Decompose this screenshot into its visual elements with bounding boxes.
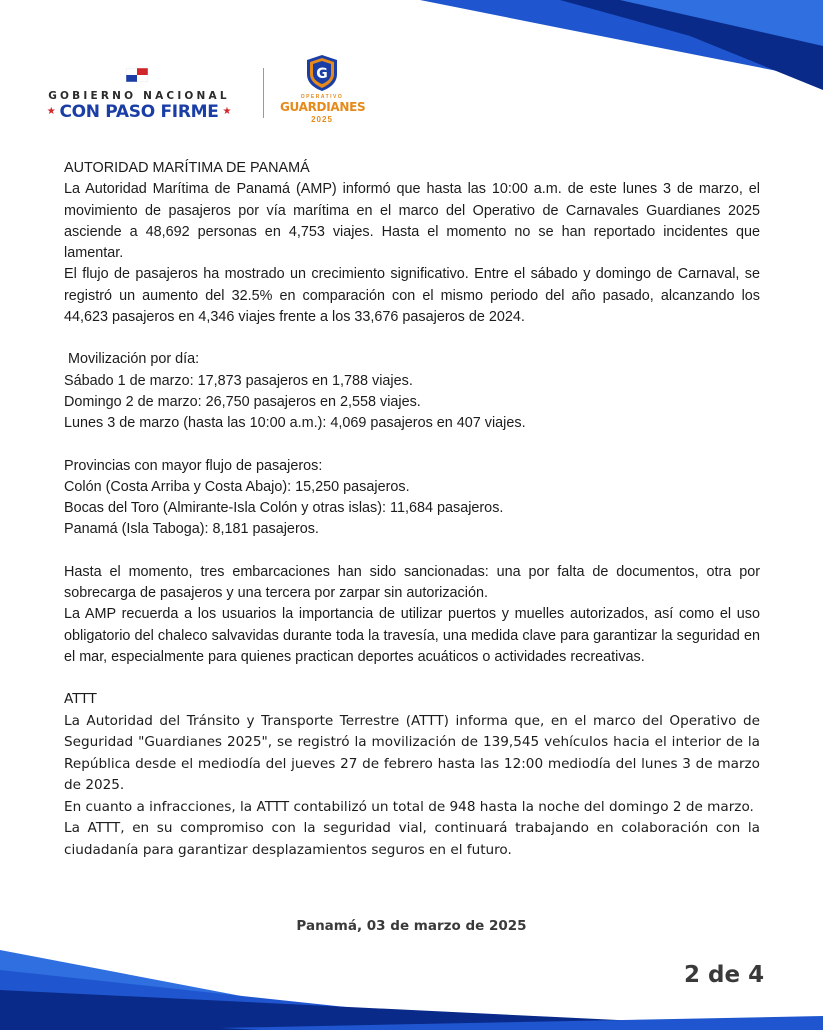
document-body <box>64 158 760 861</box>
page-number: 2 de 4 <box>684 962 765 988</box>
guardianes-logo <box>280 54 370 130</box>
attt-section <box>64 689 760 861</box>
amp-heading: AUTORIDAD MARÍTIMA DE PANAMÁ <box>64 160 310 176</box>
guard-year: 2025 <box>311 115 333 124</box>
province-item: Bocas del Toro (Almirante-Isla Colón y otras islas): 11,684 pasajeros. <box>64 500 504 517</box>
province-item: Colón (Costa Arriba y Costa Abajo): 15,250 pasajeros. <box>64 478 410 495</box>
guard-big: GUARDIANES <box>280 100 366 114</box>
svg-text:G: G <box>316 66 328 82</box>
daily-heading: Movilización por día: <box>64 351 200 368</box>
gobierno-nacional-logo <box>34 52 244 122</box>
logo-divider <box>263 68 264 118</box>
amp-paragraph-4: La AMP recuerda a los usuarios la importancia de utilizar puertos y muelles autorizados, así como el uso obligatorio del chaleco salvavidas durante toda la travesía, una medida clave para garantizar la seguridad en el mar, especialmente para quienes practican deportes acuáticos o actividades recreativas. <box>64 606 760 665</box>
amp-paragraph-1: La Autoridad Marítima de Panamá (AMP) informó que hasta las 10:00 a.m. de este lunes 3 de marzo, el movimiento de pasajeros por vía marítima en el marco del Operativo de Carnavales Guardianes 2025 asciende a 48,692 personas en 4,753 viajes. Hasta el momento no se han reportado incidentes que lamentar. <box>64 181 760 262</box>
province-item: Panamá (Isla Taboga): 8,181 pasajeros. <box>64 521 319 538</box>
footer-date: Panamá, 03 de marzo de 2025 <box>296 918 527 934</box>
attt-paragraph-2: En cuanto a infracciones, la ATTT contabilizó un total de 948 hasta la noche del domingo 2 de marzo. <box>64 798 754 815</box>
daily-item: Domingo 2 de marzo: 26,750 pasajeros en 2,558 viajes. <box>64 393 421 410</box>
header-logos <box>34 52 374 132</box>
gov-line2-text: CON PASO FIRME <box>59 102 219 122</box>
gov-line1: GOBIERNO NACIONAL <box>48 90 230 102</box>
daily-item: Sábado 1 de marzo: 17,873 pasajeros en 1,788 viajes. <box>64 372 413 389</box>
attt-paragraph-3: La ATTT, en su compromiso con la seguridad vial, continuará trabajando en colaboración con la ciudadanía para garantizar desplazamientos seguros en el futuro. <box>64 820 760 858</box>
attt-heading: ATTT <box>64 691 97 708</box>
star-icon: ★ <box>222 106 232 117</box>
panama-flag-icon <box>126 68 148 82</box>
attt-paragraph-1: La Autoridad del Tránsito y Transporte Terrestre (ATTT) informa que, en el marco del Operativo de Seguridad "Guardianes 2025", se registró la movilización de 139,545 vehículos hacia el interior de la República desde el mediodía del jueves 27 de febrero hasta las 12:00 mediodía del lunes 3 de marzo de 2025. <box>64 712 760 794</box>
provinces-heading: Provincias con mayor flujo de pasajeros: <box>64 457 323 474</box>
amp-paragraph-2: El flujo de pasajeros ha mostrado un crecimiento significativo. Entre el sábado y domingo de Carnaval, se registró un aumento del 32.5% en comparación con el mismo periodo del año pasado, alcanzando los 44,623 pasajeros en 4,346 viajes frente a los 33,676 pasajeros de 2024. <box>64 266 760 326</box>
star-icon: ★ <box>46 106 56 117</box>
guard-small: OPERATIVO <box>300 94 344 100</box>
daily-item: Lunes 3 de marzo (hasta las 10:00 a.m.): 4,069 pasajeros en 407 viajes. <box>64 415 526 432</box>
shield-icon <box>305 54 339 92</box>
gov-line2 <box>34 102 244 122</box>
amp-paragraph-3: Hasta el momento, tres embarcaciones han sido sancionadas: una por falta de documentos, otra por sobrecarga de pasajeros y una tercera por zarpar sin autorización. <box>64 563 760 602</box>
